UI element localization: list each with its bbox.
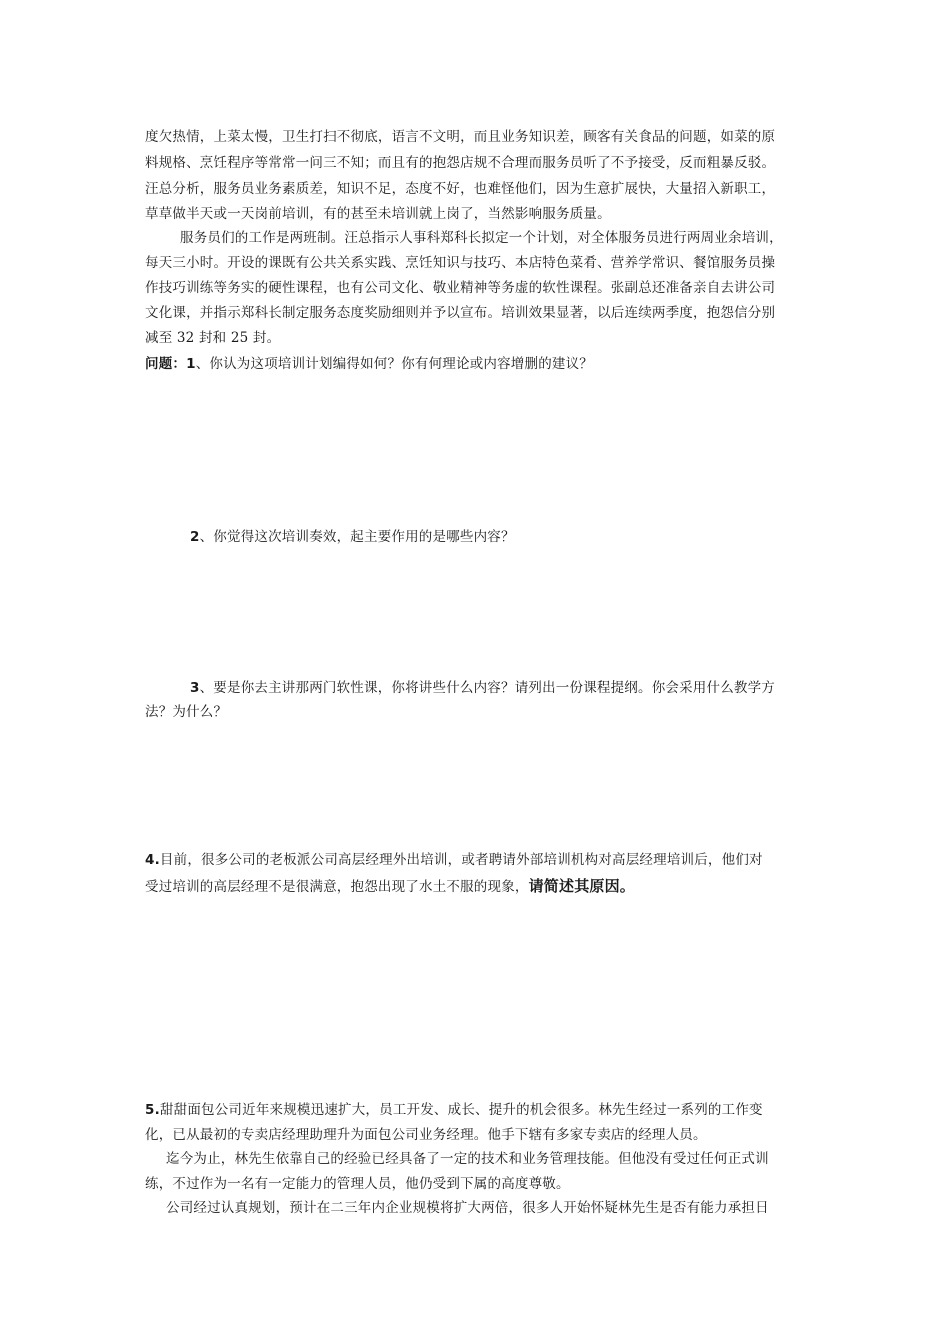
case-paragraph-1-line-3: 汪总分析，服务员业务素质差，知识不足，态度不好，也难怪他们，因为生意扩展快，大量招入新职工， bbox=[145, 181, 776, 197]
case-paragraph-1-line-4: 草草做半天或一天岗前培训，有的甚至未培训就上岗了，当然影响服务质量。 bbox=[145, 206, 611, 222]
question-4-emphasis: 请简述其原因。 bbox=[528, 877, 636, 895]
question-5-number: 5. bbox=[145, 1102, 160, 1118]
question-3-line-1 bbox=[190, 679, 775, 697]
question-2-text: 、你觉得这次培训奏效，起主要作用的是哪些内容？ bbox=[199, 529, 515, 545]
question-1-text: 、你认为这项培训计划编得如何？你有何理论或内容增删的建议？ bbox=[195, 356, 594, 372]
question-4-number: 4. bbox=[145, 852, 160, 868]
question-5-line-2: 化，已从最初的专卖店经理助理升为面包公司业务经理。他手下辖有多家专卖店的经理人员。 bbox=[145, 1127, 707, 1143]
case-paragraph-2-line-3: 作技巧训练等务实的硬性课程，也有公司文化、敬业精神等务虚的软性课程。张副总还准备亲自去讲公司 bbox=[145, 280, 776, 296]
question-3-number: 3 bbox=[190, 680, 200, 696]
question-4-text-2: 受过培训的高层经理不是很满意，抱怨出现了水土不服的现象， bbox=[145, 879, 529, 895]
question-1 bbox=[145, 355, 593, 373]
questions-heading: 问题： bbox=[145, 356, 187, 372]
question-2 bbox=[190, 528, 515, 546]
case-paragraph-2-line-1: 服务员们的工作是两班制。汪总指示人事科郑科长拟定一个计划，对全体服务员进行两周业余培训， bbox=[180, 230, 783, 246]
question-5-text-1: 甜甜面包公司近年来规模迅速扩大，员工开发、成长、提升的机会很多。林先生经过一系列的工作变 bbox=[159, 1102, 763, 1118]
question-5-line-3: 迄今为止，林先生依靠自己的经验已经具备了一定的技术和业务管理技能。但他没有受过任何正式训 bbox=[166, 1151, 769, 1167]
question-3-line-2: 法？为什么？ bbox=[145, 704, 228, 720]
case-paragraph-2-line-2: 每天三小时。开设的课既有公共关系实践、烹饪知识与技巧、本店特色菜肴、营养学常识、餐馆服务员操 bbox=[145, 255, 776, 271]
case-paragraph-2-line-5: 减至 32 封和 25 封。 bbox=[145, 330, 281, 346]
question-1-number: 1 bbox=[186, 356, 196, 372]
case-paragraph-1-line-1: 度欠热情，上菜太慢，卫生打扫不彻底，语言不文明，而且业务知识差，顾客有关食品的问题，如菜的原 bbox=[145, 129, 776, 145]
question-3-text: 、要是你去主讲那两门软性课，你将讲些什么内容？请列出一份课程提纲。你会采用什么教学方 bbox=[199, 680, 775, 696]
question-4-line-2 bbox=[145, 877, 635, 896]
question-2-number: 2 bbox=[190, 529, 200, 545]
case-paragraph-1-line-2: 料规格、烹饪程序等常常一问三不知；而且有的抱怨店规不合理而服务员听了不予接受，反而粗暴反驳。 bbox=[145, 155, 776, 171]
question-5-line-5: 公司经过认真规划，预计在二三年内企业规模将扩大两倍，很多人开始怀疑林先生是否有能力承担日 bbox=[166, 1200, 769, 1216]
question-5-line-1 bbox=[145, 1101, 763, 1119]
question-5-line-4: 练，不过作为一名有一定能力的管理人员，他仍受到下属的高度尊敬。 bbox=[145, 1176, 570, 1192]
question-4-line-1 bbox=[145, 851, 763, 869]
case-paragraph-2-line-4: 文化课，并指示郑科长制定服务态度奖励细则并予以宣布。培训效果显著，以后连续两季度，抱怨信分别 bbox=[145, 305, 776, 321]
question-4-text-1: 目前，很多公司的老板派公司高层经理外出培训，或者聘请外部培训机构对高层经理培训后，他们对 bbox=[159, 852, 763, 868]
